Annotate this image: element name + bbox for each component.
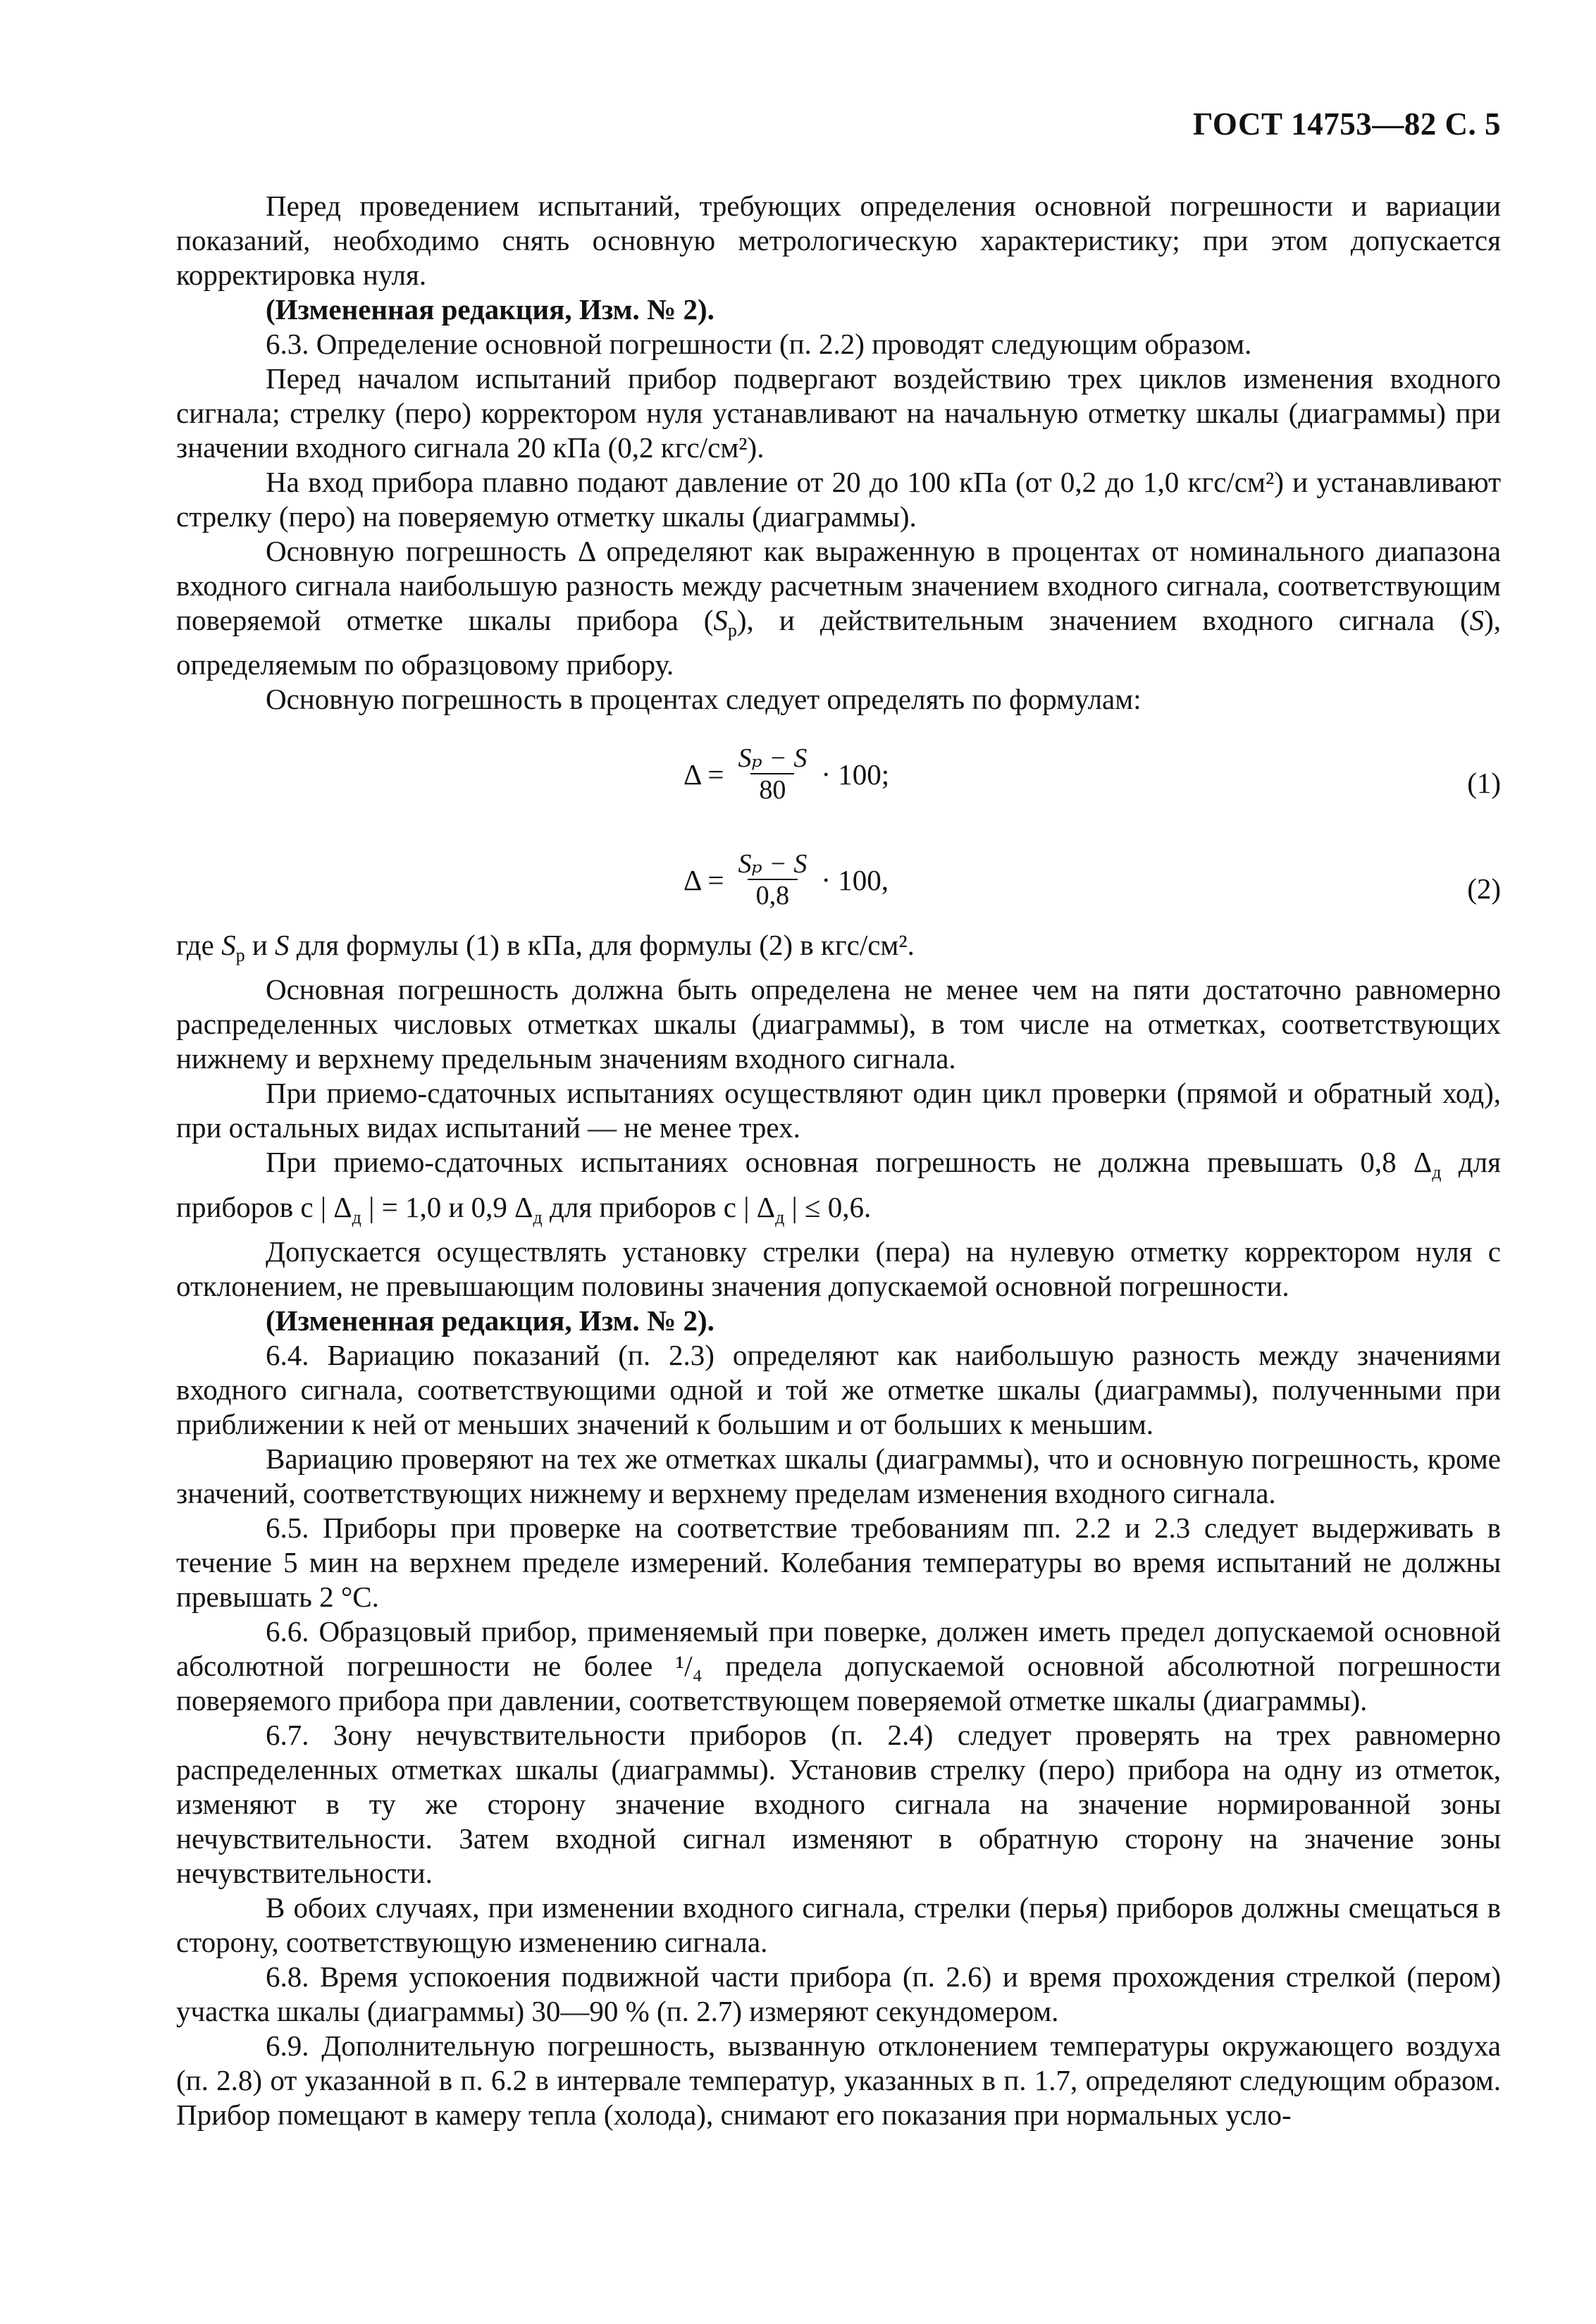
paragraph: Перед началом испытаний прибор подвергают воздействию трех циклов изменения входного сигнала; стрелку (перо) корректором нуля устанавливают на начальную отметку шкалы (диаграммы) при значении входного сигнала 20 кПа (0,2 кгс/см²). [176,362,1501,464]
fraction [734,743,811,805]
text-span: 6.6. Образцовый прибор, применяемый при поверке, должен иметь предел допускаемой основной абсолютной погрешности не более [176,1614,1501,1682]
paragraph: 6.5. Приборы при проверке на соответствие требованиям пп. 2.2 и 2.3 следует выдерживать в течение 5 мин на верхнем пределе измерений. Колебания температуры во время испытаний не должны превышать 2 °С. [176,1511,1501,1613]
paragraph: При приемо-сдаточных испытаниях осуществляют один цикл проверки (прямой и обратный ход), при остальных видах испытаний — не менее трех. [176,1077,1501,1144]
subscript-d: д [352,1206,361,1228]
fraction-numerator: Sₚ − S [738,743,808,774]
formula-number: (2) [1467,872,1501,906]
text-span: | Δ [743,1190,776,1223]
amendment-note: (Измененная редакция, Изм. № 2). [266,1304,715,1337]
paragraph: 6.8. Время успокоения подвижной части прибора (п. 2.6) и время прохождения стрелкой (пером) участка шкалы (диаграммы) 30—90 % (п. 2.7) измеряют секундомером. [176,1960,1501,2027]
subscript-p: р [727,620,737,641]
paragraph: На вход прибора плавно подают давление от 20 до 100 кПа (от 0,2 до 1,0 кгс/см²) и устанавливают стрелку (перо) на поверяемую отметку шкалы (диаграммы). [176,466,1501,533]
fraction-denominator: 0,8 [748,879,798,911]
text-span: для формулы (1) в кПа, для формулы (2) в кгс/см². [289,929,915,962]
symbol-s: S [1469,604,1485,636]
fraction-quarter: ¹/₄ [675,1649,703,1682]
formula-1 [176,717,1501,822]
text-span: | Δ [320,1190,352,1223]
paragraph: Основную погрешность в процентах следует определять по формулам: [266,683,1142,716]
paragraph: 6.9. Дополнительную погрешность, вызванную отклонением температуры окружающего воздуха (п. 2.8) от указанной в п. 6.2 в интервале температур, указанных в п. 1.7, определяют следующим образом. Прибор помещают в камеру тепла (холода), снимают его показания при нормальных усло- [176,2029,1501,2131]
text-span: и [245,929,276,962]
paragraph: В обоих случаях, при изменении входного сигнала, стрелки (перья) приборов должны смещаться в сторону, соответствующую изменению сигнала. [176,1891,1501,1958]
text-span: При приемо-сдаточных испытаниях основная погрешность не должна превышать 0,8 Δ [266,1146,1433,1179]
formula-rhs: · 100; [821,758,890,791]
text-span: где [176,929,222,962]
text-span: | ≤ 0,6. [784,1190,872,1223]
paragraph: 6.4. Вариацию показаний (п. 2.3) определяют как наибольшую разность между значениями входного сигнала, соответствующими одной и той же отметке шкалы (диаграммы), полученными при приближении к ней от меньших значений к большим и от больших к меньшим. [176,1338,1501,1440]
symbol-s: S [275,929,290,962]
formula-lhs: Δ = [683,863,724,896]
symbol-s: S [713,604,728,636]
formula-expression [683,743,889,805]
subscript-p: р [235,945,245,966]
formula-2 [176,822,1501,928]
paragraph [176,1614,1501,1718]
page-header: ГОСТ 14753—82 С. 5 [1192,106,1501,142]
amendment-note: (Измененная редакция, Изм. № 2). [266,293,715,326]
symbol-s: S [221,929,236,962]
text-span: для приборов с [542,1190,744,1223]
text-span: ), определяемым по образцовому прибору. [176,604,1502,681]
formula-number: (1) [1467,767,1501,800]
subscript-d: д [533,1206,543,1228]
paragraph [176,534,1501,682]
paragraph [176,1145,1501,1234]
formula-expression [683,849,889,911]
text-span: предела допускаемой основной абсолютной погрешности поверяемого прибора при давлении, соответствующем поверяемой отметке шкалы (диаграммы). [176,1649,1501,1717]
formula-rhs: · 100, [821,863,889,896]
document-body [176,189,1501,2132]
paragraph: 6.3. Определение основной погрешности (п. 2.2) проводят следующим образом. [266,328,1252,360]
paragraph: Основная погрешность должна быть определена не менее чем на пяти достаточно равномерно распределенных числовых отметках шкалы (диаграммы), в том числе на отметках, соответствующих нижнему и верхнему предельным значениям входного сигнала. [176,973,1501,1075]
text-span: для приборов с [176,1146,1501,1223]
text-span: ), и действительным значением входного сигнала ( [736,604,1470,636]
fraction-numerator: Sₚ − S [738,849,808,879]
paragraph: Перед проведением испытаний, требующих определения основной погрешности и вариации показаний, необходимо снять основную метрологическую характеристику; при этом допускается корректировка нуля. [176,190,1501,291]
paragraph: Вариацию проверяют на тех же отметках шкалы (диаграммы), что и основную погрешность, кроме значений, соответствующих нижнему и верхнему пределам изменения входного сигнала. [176,1442,1501,1509]
text-span: Основную погрешность Δ определяют как выраженную в процентах от номинального диапазона входного сигнала наибольшую разность между расчетным значением входного сигнала, соответствующим поверяемой отметке шкалы прибора ( [176,535,1501,636]
paragraph [176,928,1501,972]
subscript-d: д [775,1206,785,1228]
formula-lhs: Δ = [683,758,724,791]
paragraph: Допускается осуществлять установку стрелки (пера) на нулевую отметку корректором нуля с отклонением, не превышающим половины значения допускаемой основной погрешности. [176,1235,1501,1302]
fraction-denominator: 80 [750,773,794,805]
paragraph: 6.7. Зону нечувствительности приборов (п. 2.4) следует проверять на трех равномерно распределенных отметках шкалы (диаграммы). Установив стрелку (перо) прибора на одну из отметок, изменяют в ту же сторону значение входного сигнала на значение нормированной зоны нечувствительности. Затем входной сигнал изменяют в обратную сторону на значение зоны нечувствительности. [176,1718,1501,1889]
text-span: | = 1,0 и 0,9 Δ [361,1190,533,1223]
subscript-d: д [1432,1162,1442,1183]
fraction [734,849,811,911]
